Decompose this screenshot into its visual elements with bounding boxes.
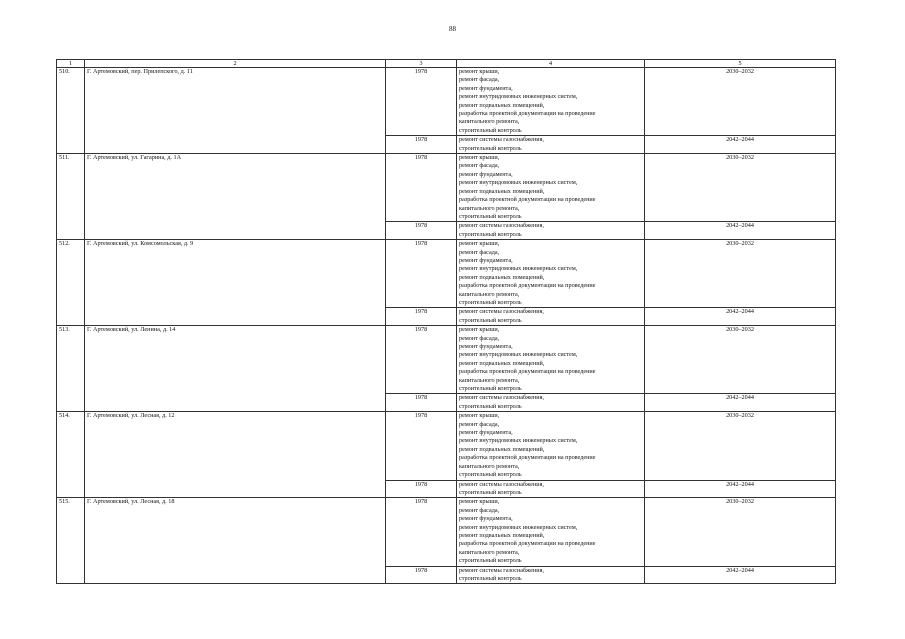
repair-period: 2030–2032 <box>645 412 836 480</box>
repair-work-item: ремонт фундамента, <box>459 515 513 523</box>
repair-work-item: ремонт системы газоснабжения, <box>459 136 544 144</box>
repair-work-item: капитального ремонта, <box>459 376 520 384</box>
repair-work-item: ремонт крыши, <box>459 240 500 248</box>
repair-works <box>457 326 645 394</box>
table-header-row <box>57 60 836 68</box>
building-address: Г. Артемовский, ул. Гагарина, д. 1А <box>85 154 386 240</box>
repair-period: 2030–2032 <box>645 498 836 566</box>
repair-work-item: разработка проектной документации на проведение <box>459 540 596 548</box>
repair-work-item: ремонт системы газоснабжения, <box>459 308 544 316</box>
table-row <box>57 68 836 136</box>
construction-year: 1978 <box>386 154 457 222</box>
repair-work-item: ремонт крыши, <box>459 412 500 420</box>
repair-work-item: ремонт системы газоснабжения, <box>459 222 544 230</box>
repair-work-item: капитального ремонта, <box>459 204 520 212</box>
construction-year: 1978 <box>386 136 457 154</box>
repair-work-item: разработка проектной документации на проведение <box>459 282 596 290</box>
repair-work-item: капитального ремонта, <box>459 290 520 298</box>
repair-work-item: ремонт фасада, <box>459 506 500 514</box>
repair-period: 2042–2044 <box>645 394 836 412</box>
repair-works <box>457 136 645 154</box>
repair-work-item: ремонт подвальных помещений, <box>459 359 545 367</box>
construction-year: 1978 <box>386 394 457 412</box>
repair-work-item: строительный контроль <box>459 316 522 324</box>
repair-work-item: ремонт внутридомовых инженерных систем, <box>459 351 578 359</box>
repair-works <box>457 394 645 412</box>
construction-year: 1978 <box>386 240 457 308</box>
repair-period: 2030–2032 <box>645 68 836 136</box>
repair-work-item: строительный контроль <box>459 574 522 582</box>
repair-works <box>457 498 645 566</box>
row-number: 510. <box>57 68 85 154</box>
repair-period: 2042–2044 <box>645 136 836 154</box>
construction-year: 1978 <box>386 412 457 480</box>
repair-period: 2030–2032 <box>645 240 836 308</box>
table-row <box>57 412 836 480</box>
repair-work-item: ремонт фасада, <box>459 420 500 428</box>
repair-work-item: строительный контроль <box>459 488 522 496</box>
construction-year: 1978 <box>386 566 457 584</box>
column-header: 4 <box>457 60 645 68</box>
repair-work-item: ремонт внутридомовых инженерных систем, <box>459 93 578 101</box>
repair-work-item: ремонт фасада, <box>459 334 500 342</box>
construction-year: 1978 <box>386 498 457 566</box>
table-row <box>57 326 836 394</box>
repair-work-item: ремонт крыши, <box>459 154 500 162</box>
repair-period: 2042–2044 <box>645 308 836 326</box>
repair-work-item: ремонт внутридомовых инженерных систем, <box>459 265 578 273</box>
page-number: 88 <box>449 25 456 33</box>
repair-works <box>457 68 645 136</box>
column-header: 1 <box>57 60 85 68</box>
repair-work-item: капитального ремонта, <box>459 462 520 470</box>
repair-work-item: разработка проектной документации на проведение <box>459 110 596 118</box>
row-number: 512. <box>57 240 85 326</box>
construction-year: 1978 <box>386 68 457 136</box>
repair-work-item: ремонт фундамента, <box>459 84 513 92</box>
repair-work-item: строительный контроль <box>459 298 522 306</box>
repair-work-item: ремонт подвальных помещений, <box>459 273 545 281</box>
repair-work-item: ремонт внутридомовых инженерных систем, <box>459 179 578 187</box>
construction-year: 1978 <box>386 308 457 326</box>
repair-work-item: ремонт крыши, <box>459 498 500 506</box>
repair-works <box>457 412 645 480</box>
repair-period: 2030–2032 <box>645 154 836 222</box>
row-number: 513. <box>57 326 85 412</box>
column-header: 2 <box>85 60 386 68</box>
repair-period: 2042–2044 <box>645 566 836 584</box>
row-number: 515. <box>57 498 85 584</box>
building-address: Г. Артемовский, ул. Комсомольская, д. 9 <box>85 240 386 326</box>
repair-work-item: строительный контроль <box>459 385 522 393</box>
repair-work-item: ремонт подвальных помещений, <box>459 101 545 109</box>
repair-works <box>457 240 645 308</box>
repair-work-item: ремонт фундамента, <box>459 256 513 264</box>
repair-work-item: ремонт внутридомовых инженерных систем, <box>459 437 578 445</box>
table-body <box>57 68 836 584</box>
repair-work-item: ремонт системы газоснабжения, <box>459 394 544 402</box>
building-address: Г. Артемовский, ул. Ленина, д. 14 <box>85 326 386 412</box>
row-number: 511. <box>57 154 85 240</box>
repair-work-item: ремонт внутридомовых инженерных систем, <box>459 523 578 531</box>
repair-work-item: ремонт фундамента, <box>459 429 513 437</box>
repair-work-item: ремонт системы газоснабжения, <box>459 566 544 574</box>
repair-work-item: капитального ремонта, <box>459 548 520 556</box>
repair-work-item: капитального ремонта, <box>459 118 520 126</box>
repair-works <box>457 222 645 240</box>
repair-work-item: ремонт системы газоснабжения, <box>459 480 544 488</box>
building-address: Г. Артемовский, ул. Лесная, д. 12 <box>85 412 386 498</box>
table-row <box>57 154 836 222</box>
repair-works <box>457 308 645 326</box>
repair-work-item: ремонт фундамента, <box>459 170 513 178</box>
column-header: 3 <box>386 60 457 68</box>
building-address: Г. Артемовский, пер. Прилепского, д. 11 <box>85 68 386 154</box>
repair-work-item: ремонт подвальных помещений, <box>459 445 545 453</box>
repair-work-item: ремонт подвальных помещений, <box>459 531 545 539</box>
repair-work-item: строительный контроль <box>459 402 522 410</box>
repair-period: 2042–2044 <box>645 222 836 240</box>
construction-year: 1978 <box>386 326 457 394</box>
row-number: 514. <box>57 412 85 498</box>
repair-work-item: строительный контроль <box>459 471 522 479</box>
repair-work-item: строительный контроль <box>459 557 522 565</box>
repair-work-item: ремонт крыши, <box>459 68 500 75</box>
repair-work-item: строительный контроль <box>459 212 522 220</box>
repair-works <box>457 480 645 498</box>
repair-work-item: ремонт подвальных помещений, <box>459 187 545 195</box>
table-row <box>57 498 836 566</box>
table-row <box>57 240 836 308</box>
repair-works <box>457 154 645 222</box>
repair-work-item: ремонт фасада, <box>459 162 500 170</box>
repair-work-item: строительный контроль <box>459 230 522 238</box>
repair-work-item: ремонт фасада, <box>459 76 500 84</box>
repair-works <box>457 566 645 584</box>
construction-year: 1978 <box>386 480 457 498</box>
repair-work-item: строительный контроль <box>459 144 522 152</box>
repair-work-item: разработка проектной документации на проведение <box>459 368 596 376</box>
repair-period: 2042–2044 <box>645 480 836 498</box>
repair-work-item: ремонт крыши, <box>459 326 500 334</box>
repair-period: 2030–2032 <box>645 326 836 394</box>
repair-work-item: ремонт фасада, <box>459 248 500 256</box>
column-header: 5 <box>645 60 836 68</box>
construction-year: 1978 <box>386 222 457 240</box>
repair-work-item: строительный контроль <box>459 126 522 134</box>
repair-work-item: разработка проектной документации на проведение <box>459 454 596 462</box>
repair-schedule-table <box>56 59 836 584</box>
repair-work-item: разработка проектной документации на проведение <box>459 196 596 204</box>
building-address: Г. Артемовский, ул. Лесная, д. 18 <box>85 498 386 584</box>
repair-work-item: ремонт фундамента, <box>459 343 513 350</box>
